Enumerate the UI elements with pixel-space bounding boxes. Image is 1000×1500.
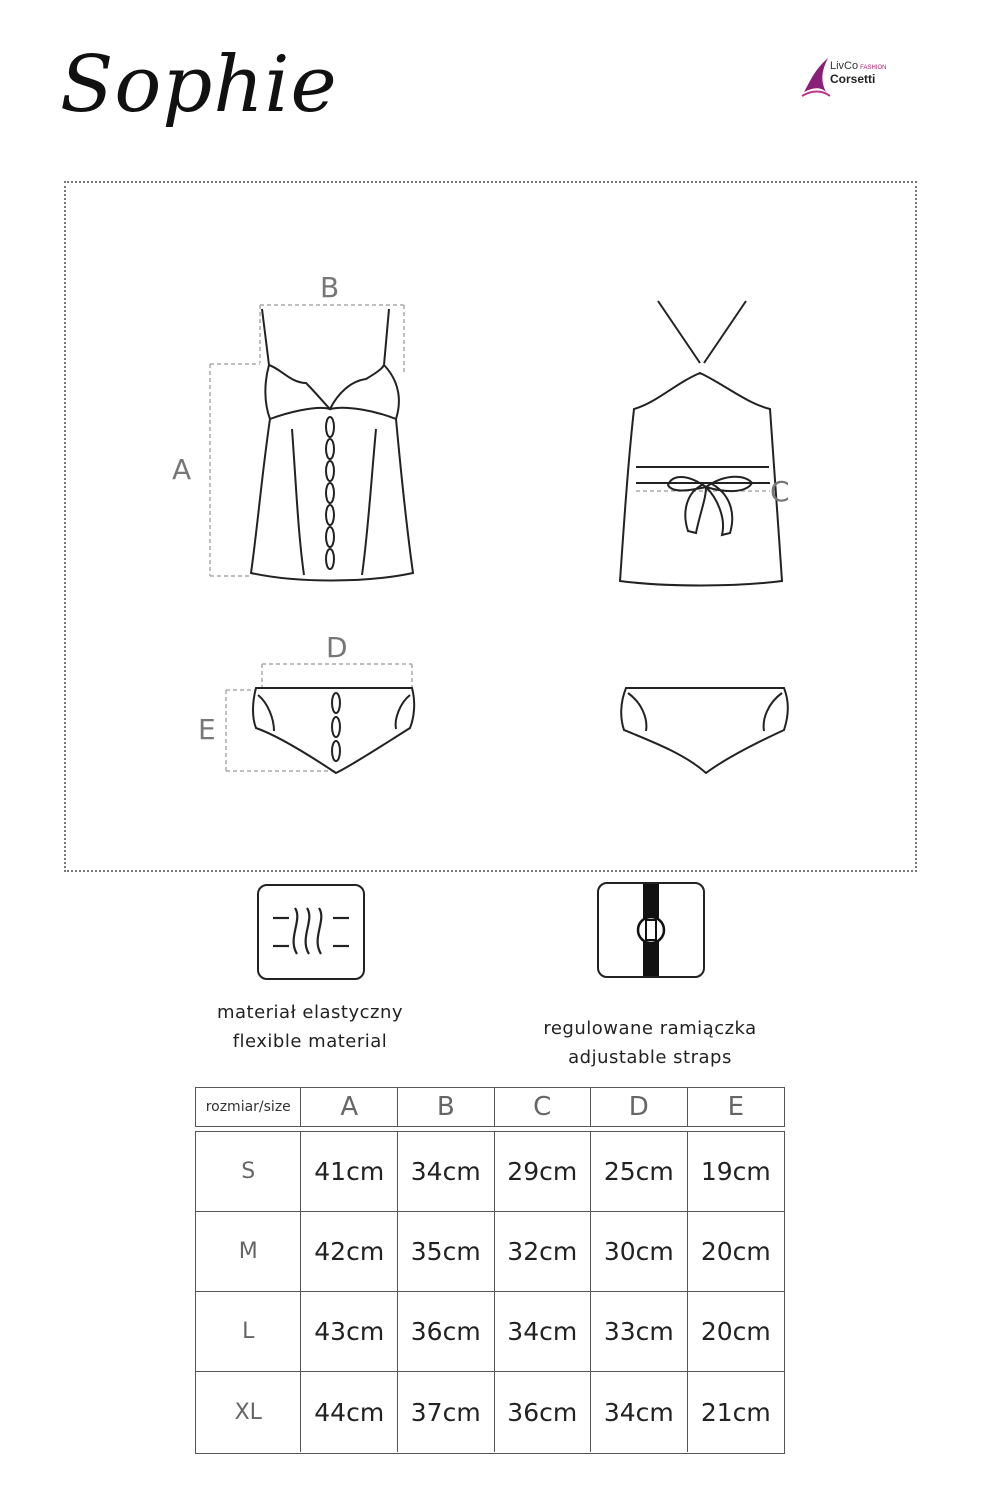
value-cell: 20cm xyxy=(700,1237,771,1266)
value-cell: 30cm xyxy=(591,1212,688,1291)
size-table xyxy=(195,1131,785,1454)
size-table-header xyxy=(195,1087,785,1127)
dimension-label-c: C xyxy=(770,475,790,508)
brand-logo xyxy=(800,52,910,102)
feature-straps-line1: regulowane ramiączka xyxy=(543,1018,757,1039)
flexible-material-icon xyxy=(257,884,365,980)
feature-flexible-line2: flexible material xyxy=(232,1031,388,1052)
brand-name-line1: LivCo FASHION xyxy=(830,60,887,72)
value-cell: 42cm xyxy=(301,1212,398,1291)
garment-drawing xyxy=(66,183,919,874)
value-cell: 36cm xyxy=(495,1372,592,1452)
product-title: Sophie xyxy=(60,40,338,130)
header-e: E xyxy=(727,1092,744,1122)
adjustable-straps-icon xyxy=(597,882,705,978)
feature-adjustable-straps xyxy=(490,1014,810,1072)
dimension-label-d: D xyxy=(326,631,348,664)
flexible-material-icon-glyph xyxy=(259,886,363,978)
feature-straps-line2: adjustable straps xyxy=(568,1047,732,1068)
table-row xyxy=(196,1212,784,1292)
value-cell: 36cm xyxy=(398,1292,495,1371)
dimension-label-b: B xyxy=(320,271,340,304)
header-c: C xyxy=(495,1088,592,1126)
header-a: A xyxy=(301,1088,398,1126)
value-cell: 34cm xyxy=(591,1372,688,1452)
dimension-label-a: A xyxy=(172,453,192,486)
value-cell: 29cm xyxy=(495,1132,592,1211)
value-cell: 25cm xyxy=(591,1132,688,1211)
garment-diagram xyxy=(64,181,917,872)
value-cell: 34cm xyxy=(495,1292,592,1371)
size-cell: M xyxy=(196,1212,301,1291)
adjustable-straps-icon-glyph xyxy=(599,884,703,976)
header-size: rozmiar/size xyxy=(196,1088,301,1126)
value-cell: 35cm xyxy=(398,1212,495,1291)
value-cell: 43cm xyxy=(301,1292,398,1371)
size-cell: S xyxy=(196,1132,301,1211)
brand-name-line2: Corsetti xyxy=(830,72,876,86)
value-cell: 37cm xyxy=(398,1372,495,1452)
value-cell: 33cm xyxy=(591,1292,688,1371)
value-cell: 44cm xyxy=(301,1372,398,1452)
size-cell: XL xyxy=(196,1372,301,1452)
value-cell: 20cm xyxy=(700,1317,771,1346)
value-cell: 19cm xyxy=(700,1157,771,1186)
value-cell: 41cm xyxy=(301,1132,398,1211)
table-row xyxy=(196,1292,784,1372)
brand-logo-icon xyxy=(800,52,834,100)
feature-flexible-material xyxy=(150,998,470,1056)
value-cell: 34cm xyxy=(398,1132,495,1211)
feature-flexible-line1: materiał elastyczny xyxy=(216,1002,404,1023)
header-d: D xyxy=(591,1088,688,1126)
value-cell: 21cm xyxy=(700,1397,771,1427)
header-b: B xyxy=(398,1088,495,1126)
value-cell: 32cm xyxy=(495,1212,592,1291)
size-cell: L xyxy=(196,1292,301,1371)
table-row xyxy=(196,1372,784,1452)
table-row xyxy=(196,1132,784,1212)
dimension-label-e: E xyxy=(198,713,216,746)
